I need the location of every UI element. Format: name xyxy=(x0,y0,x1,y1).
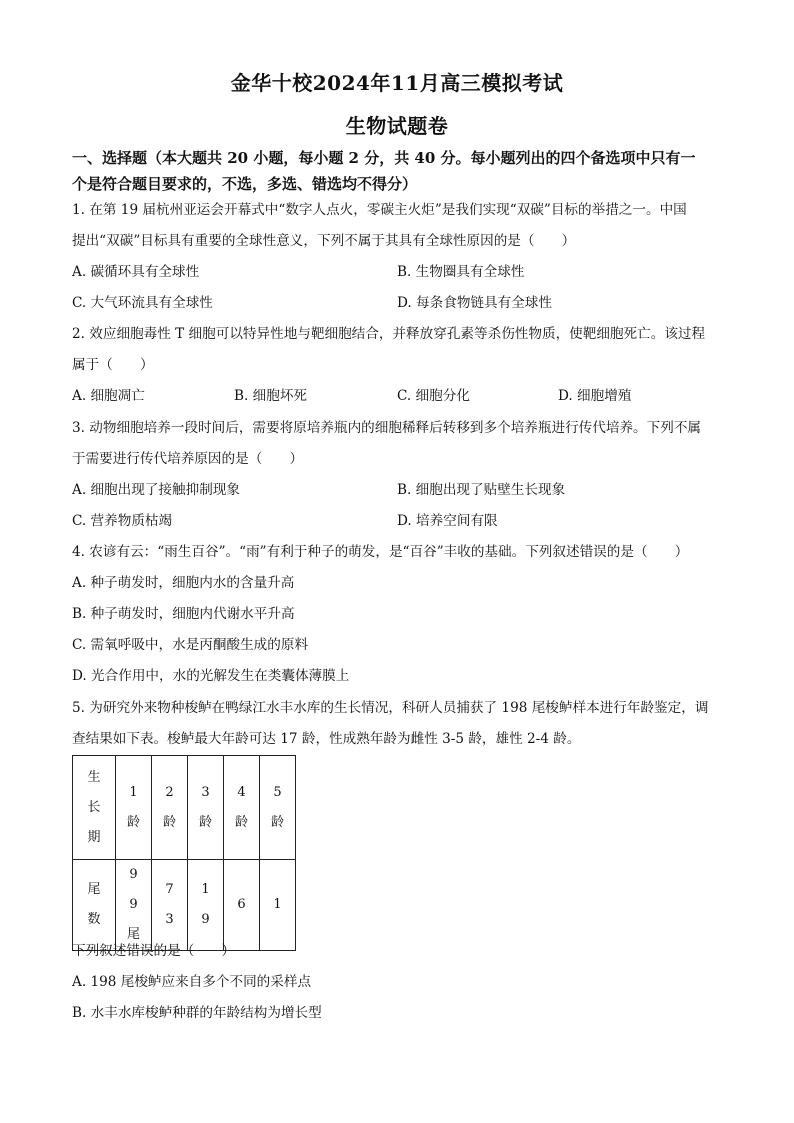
q3-stem-line2: 于需要进行传代培养原因的是（ ） xyxy=(72,451,304,467)
q4-option-c: C. 需氧呼吸中，水是丙酮酸生成的原料 xyxy=(72,637,309,653)
q1-stem-line1: 1. 在第 19 届杭州亚运会开幕式中“数字人点火，零碳主火炬”是我们实现“双碳”目标的举措之一。中国 xyxy=(72,202,687,218)
table-row xyxy=(73,756,296,860)
q1-option-b: B. 生物圈具有全球性 xyxy=(397,264,525,280)
q3-option-a: A. 细胞出现了接触抑制现象 xyxy=(72,482,240,498)
table-row xyxy=(73,860,296,951)
q5-stem-line2: 查结果如下表。梭鲈最大年龄可达 17 龄，性成熟年龄为雌性 3-5 龄，雄性 2-4 龄。 xyxy=(72,731,581,747)
q4-stem-line1: 4. 农谚有云：“雨生百谷”。“雨”有利于种子的萌发，是“百谷”丰收的基础。下列叙述错误的是（ ） xyxy=(72,544,689,560)
table-header-cell: 1 龄 xyxy=(116,756,152,860)
q4-option-d: D. 光合作用中，水的光解发生在类囊体薄膜上 xyxy=(72,668,350,684)
q4-option-b: B. 种子萌发时，细胞内代谢水平升高 xyxy=(72,606,295,622)
q2-option-c: C. 细胞分化 xyxy=(397,388,470,404)
q3-option-d: D. 培养空间有限 xyxy=(397,513,498,529)
table-cell: 1 9 xyxy=(188,860,224,951)
section-heading xyxy=(72,145,732,197)
table-header-cell: 2 龄 xyxy=(152,756,188,860)
table-cell: 9 9 尾 xyxy=(116,860,152,951)
q2-option-b: B. 细胞坏死 xyxy=(234,388,308,404)
q1-stem-line2: 提出“双碳”目标具有重要的全球性意义，下列不属于其具有全球性原因的是（ ） xyxy=(72,233,576,249)
q5-option-a: A. 198 尾梭鲈应来自多个不同的采样点 xyxy=(72,974,312,990)
q5-option-b: B. 水丰水库梭鲈种群的年龄结构为增长型 xyxy=(72,1005,322,1021)
section-heading-line2: 个是符合题目要求的，不选，多选、错选均不得分） xyxy=(72,175,418,193)
q2-option-d: D. 细胞增殖 xyxy=(558,388,632,404)
q3-option-b: B. 细胞出现了贴壁生长现象 xyxy=(397,482,566,498)
q5-follow-text: 下列叙述错误的是（ ） xyxy=(72,943,236,959)
table-header-cell: 3 龄 xyxy=(188,756,224,860)
q2-option-a: A. 细胞凋亡 xyxy=(72,388,145,404)
table-header-cell: 5 龄 xyxy=(260,756,296,860)
table-row-label: 尾 数 xyxy=(73,860,116,951)
exam-subtitle: 生物试题卷 xyxy=(345,114,449,138)
q5-stem-line1: 5. 为研究外来物种梭鲈在鸭绿江水丰水库的生长情况，科研人员捕获了 198 尾梭鲈样本进行年龄鉴定，调 xyxy=(72,700,709,716)
table-header-cell: 4 龄 xyxy=(224,756,260,860)
q3-stem-line1: 3. 动物细胞培养一段时间后，需要将原培养瓶内的细胞稀释后转移到多个培养瓶进行传代培养。下列不属 xyxy=(72,420,702,436)
q4-option-a: A. 种子萌发时，细胞内水的含量升高 xyxy=(72,575,295,591)
table-cell: 6 xyxy=(224,860,260,951)
exam-title: 金华十校2024年11月高三模拟考试 xyxy=(230,71,564,95)
q1-option-a: A. 碳循环具有全球性 xyxy=(72,264,200,280)
q2-stem-line1: 2. 效应细胞毒性 T 细胞可以特异性地与靶细胞结合，并释放穿孔素等杀伤性物质，使靶细胞死亡。该过程 xyxy=(72,326,706,342)
q3-option-c: C. 营养物质枯竭 xyxy=(72,513,173,529)
table-header-cell: 生 长 期 xyxy=(73,756,116,860)
table-cell: 1 xyxy=(260,860,296,951)
age-structure-table xyxy=(72,755,296,951)
q2-stem-line2: 属于（ ） xyxy=(72,357,154,373)
table-cell: 7 3 xyxy=(152,860,188,951)
q1-option-d: D. 每条食物链具有全球性 xyxy=(397,295,552,311)
section-heading-line1: 一、选择题（本大题共 20 小题，每小题 2 分，共 40 分。每小题列出的四个备选项中只有一 xyxy=(72,149,696,167)
q1-option-c: C. 大气环流具有全球性 xyxy=(72,295,213,311)
